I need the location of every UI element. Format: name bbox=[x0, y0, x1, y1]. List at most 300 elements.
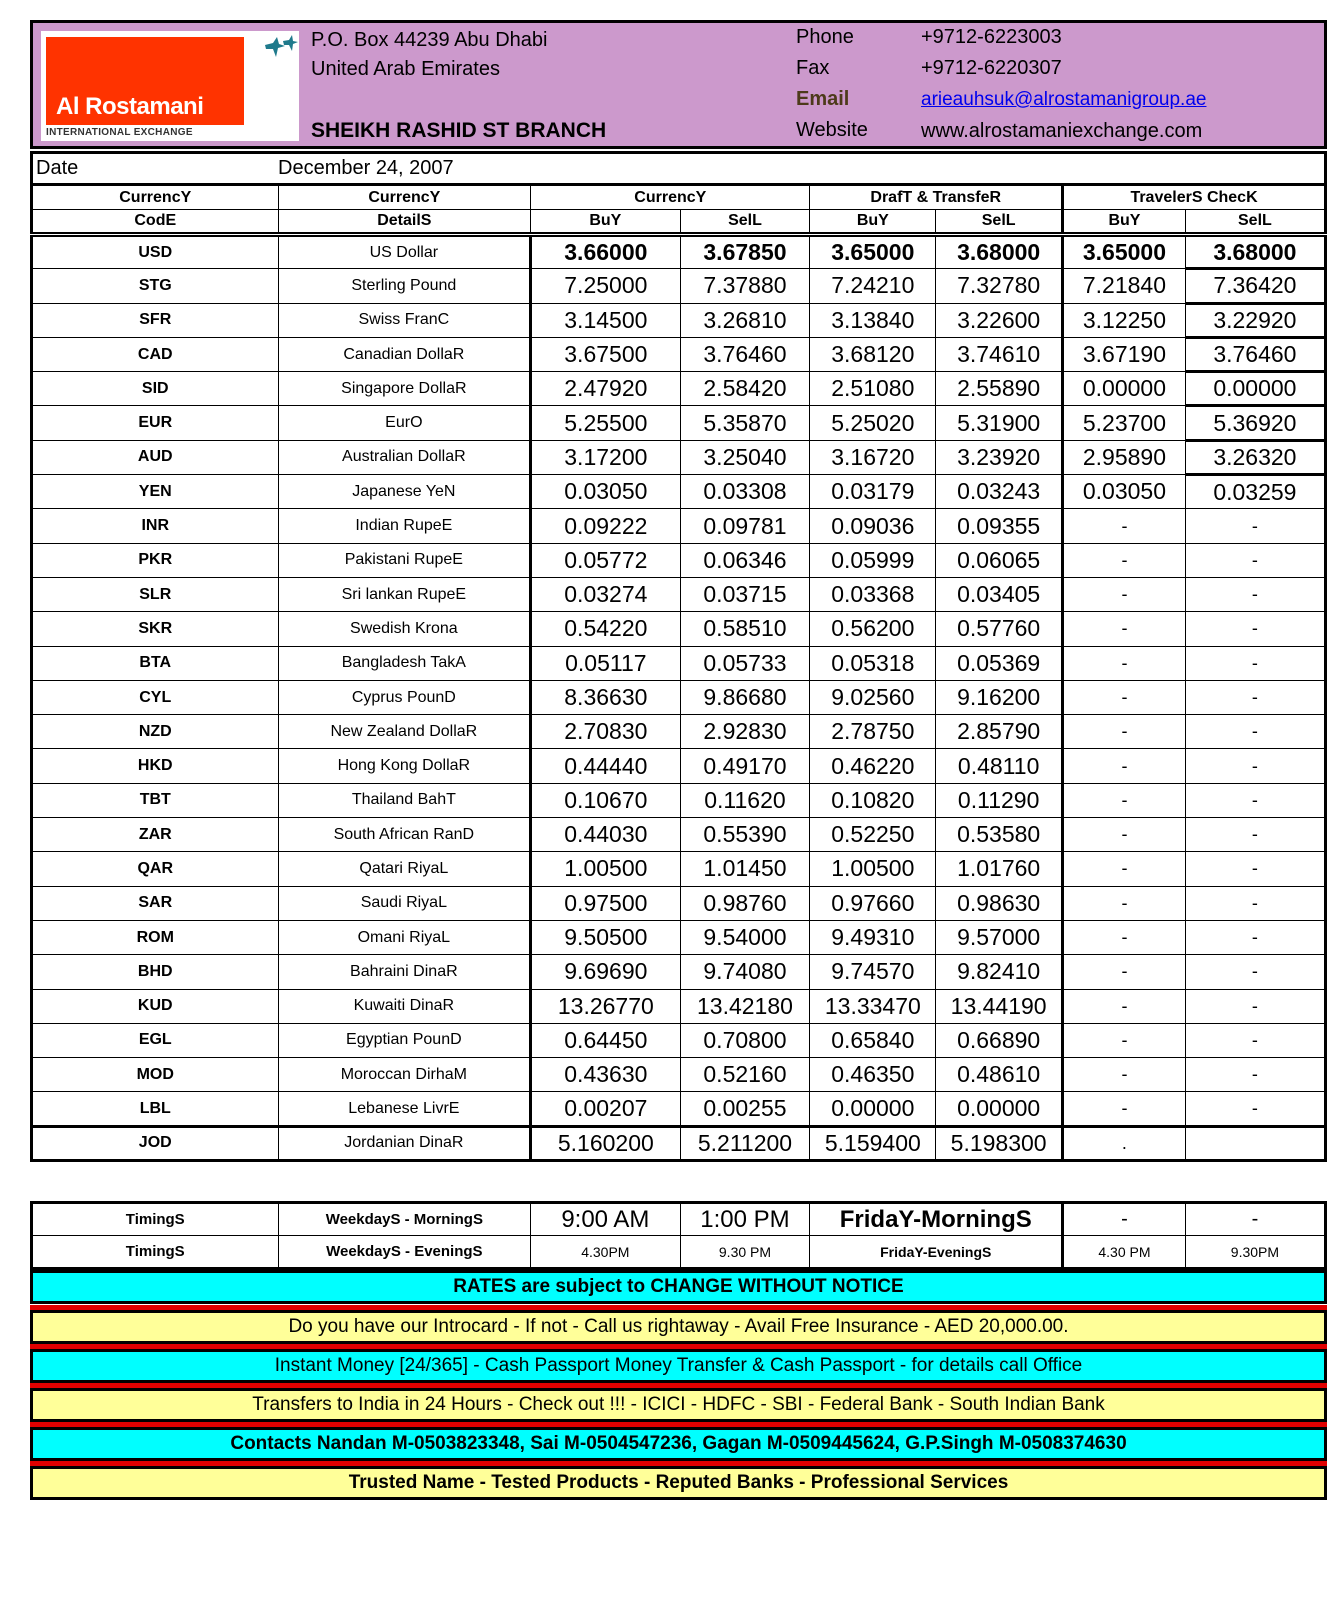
currency-sell: 0.49170 bbox=[680, 749, 810, 783]
currency-buy: 0.03050 bbox=[531, 475, 680, 509]
rate-row-jod bbox=[32, 1126, 1326, 1160]
currency-sell: 5.35870 bbox=[680, 406, 810, 440]
tc-buy: - bbox=[1063, 852, 1186, 886]
rate-row-tbt bbox=[32, 783, 1326, 817]
weekday-morning-close: 1:00 PM bbox=[680, 1203, 810, 1236]
tc-buy: - bbox=[1063, 680, 1186, 714]
currency-buy: 0.64450 bbox=[531, 1023, 680, 1057]
draft-buy: 0.97660 bbox=[810, 886, 936, 920]
fax-label: Fax bbox=[796, 57, 830, 79]
draft-buy: 2.51080 bbox=[810, 372, 936, 406]
tc-buy: - bbox=[1063, 577, 1186, 611]
tc-sell: - bbox=[1185, 715, 1325, 749]
tc-buy: 5.23700 bbox=[1063, 406, 1186, 440]
weekday-morning-open: 9:00 AM bbox=[531, 1203, 680, 1236]
currency-sell: 9.54000 bbox=[680, 920, 810, 954]
currency-code: BTA bbox=[32, 646, 279, 680]
email-label: Email bbox=[796, 88, 850, 110]
currency-code: NZD bbox=[32, 715, 279, 749]
rate-row-slr bbox=[32, 577, 1326, 611]
currency-detail: Egyptian PounD bbox=[278, 1023, 531, 1057]
currency-buy: 0.10670 bbox=[531, 783, 680, 817]
tc-buy: - bbox=[1063, 646, 1186, 680]
rate-row-sfr bbox=[32, 303, 1326, 337]
birds-icon bbox=[263, 35, 299, 63]
rate-row-mod bbox=[32, 1058, 1326, 1092]
currency-code: PKR bbox=[32, 543, 279, 577]
subheader-details: DetailS bbox=[278, 210, 531, 235]
tc-buy: 0.03050 bbox=[1063, 475, 1186, 509]
currency-sell: 13.42180 bbox=[680, 989, 810, 1023]
currency-buy: 0.44030 bbox=[531, 818, 680, 852]
tc-buy: - bbox=[1063, 715, 1186, 749]
currency-sell: 9.74080 bbox=[680, 955, 810, 989]
friday-morning-close: - bbox=[1185, 1203, 1325, 1236]
currency-code: SLR bbox=[32, 577, 279, 611]
draft-sell: 0.98630 bbox=[936, 886, 1063, 920]
tc-buy: - bbox=[1063, 612, 1186, 646]
draft-sell: 1.01760 bbox=[936, 852, 1063, 886]
tc-sell: 3.76460 bbox=[1185, 337, 1325, 371]
currency-code: CYL bbox=[32, 680, 279, 714]
draft-buy: 3.16720 bbox=[810, 440, 936, 474]
currency-buy: 0.03274 bbox=[531, 577, 680, 611]
banner-instant-money: Instant Money [24/365] - Cash Passport Money Transfer & Cash Passport - for details call Office bbox=[30, 1349, 1327, 1383]
draft-sell: 3.23920 bbox=[936, 440, 1063, 474]
currency-sell: 0.70800 bbox=[680, 1023, 810, 1057]
tc-sell: 5.36920 bbox=[1185, 406, 1325, 440]
draft-sell: 0.53580 bbox=[936, 818, 1063, 852]
currency-sell: 2.58420 bbox=[680, 372, 810, 406]
date-label: Date bbox=[36, 157, 79, 179]
group-header-row bbox=[32, 185, 1326, 210]
currency-detail: South African RanD bbox=[278, 818, 531, 852]
draft-buy: 9.49310 bbox=[810, 920, 936, 954]
currency-buy: 0.97500 bbox=[531, 886, 680, 920]
currency-detail: Australian DollaR bbox=[278, 440, 531, 474]
draft-sell: 0.00000 bbox=[936, 1092, 1063, 1126]
logo-name: Al Rostamani bbox=[56, 93, 204, 120]
currency-code: BHD bbox=[32, 955, 279, 989]
currency-code: AUD bbox=[32, 440, 279, 474]
draft-sell: 3.22600 bbox=[936, 303, 1063, 337]
subheader-currency-sell: SelL bbox=[680, 210, 810, 235]
tc-sell: - bbox=[1185, 1023, 1325, 1057]
currency-buy: 2.47920 bbox=[531, 372, 680, 406]
draft-buy: 1.00500 bbox=[810, 852, 936, 886]
rate-row-cyl bbox=[32, 680, 1326, 714]
website-value: www.alrostamaniexchange.com bbox=[921, 120, 1203, 142]
draft-sell: 5.198300 bbox=[936, 1126, 1063, 1160]
currency-buy: 13.26770 bbox=[531, 989, 680, 1023]
tc-sell: - bbox=[1185, 509, 1325, 543]
rates-table bbox=[30, 151, 1327, 1162]
currency-detail: Pakistani RupeE bbox=[278, 543, 531, 577]
currency-detail: Jordanian DinaR bbox=[278, 1126, 531, 1160]
currency-detail: Indian RupeE bbox=[278, 509, 531, 543]
draft-buy: 2.78750 bbox=[810, 715, 936, 749]
timings-morning-row bbox=[32, 1203, 1326, 1236]
timings-label: TimingS bbox=[32, 1203, 279, 1236]
rate-row-qar bbox=[32, 852, 1326, 886]
currency-buy: 0.05772 bbox=[531, 543, 680, 577]
tc-buy: - bbox=[1063, 1058, 1186, 1092]
friday-evening-close: 9.30PM bbox=[1185, 1236, 1325, 1269]
currency-code: ZAR bbox=[32, 818, 279, 852]
subheader-currency-buy: BuY bbox=[531, 210, 680, 235]
weekday-evening-close: 9.30 PM bbox=[680, 1236, 810, 1269]
letterhead bbox=[30, 20, 1327, 149]
currency-buy: 0.43630 bbox=[531, 1058, 680, 1092]
subheader-code: CodE bbox=[32, 210, 279, 235]
website-label: Website bbox=[796, 119, 868, 141]
rate-row-egl bbox=[32, 1023, 1326, 1057]
currency-detail: Sterling Pound bbox=[278, 269, 531, 303]
timings-table bbox=[30, 1201, 1327, 1270]
tc-sell bbox=[1185, 1126, 1325, 1160]
rate-row-skr bbox=[32, 612, 1326, 646]
header-draft-transfer: DrafT & TransfeR bbox=[810, 185, 1063, 210]
currency-buy: 3.17200 bbox=[531, 440, 680, 474]
currency-buy: 1.00500 bbox=[531, 852, 680, 886]
rate-row-yen bbox=[32, 475, 1326, 509]
weekday-evening-open: 4.30PM bbox=[531, 1236, 680, 1269]
fax-value: +9712-6220307 bbox=[921, 57, 1062, 79]
tc-sell: - bbox=[1185, 955, 1325, 989]
header-currency: CurrencY bbox=[531, 185, 810, 210]
draft-sell: 0.06065 bbox=[936, 543, 1063, 577]
tc-sell: - bbox=[1185, 920, 1325, 954]
draft-sell: 9.82410 bbox=[936, 955, 1063, 989]
rate-row-pkr bbox=[32, 543, 1326, 577]
weekday-morning-label: WeekdayS - MorningS bbox=[278, 1203, 531, 1236]
currency-sell: 2.92830 bbox=[680, 715, 810, 749]
draft-buy: 0.05318 bbox=[810, 646, 936, 680]
currency-detail: Omani RiyaL bbox=[278, 920, 531, 954]
draft-sell: 0.57760 bbox=[936, 612, 1063, 646]
draft-buy: 0.65840 bbox=[810, 1023, 936, 1057]
tc-sell: 0.03259 bbox=[1185, 475, 1325, 509]
draft-buy: 9.74570 bbox=[810, 955, 936, 989]
currency-sell: 0.52160 bbox=[680, 1058, 810, 1092]
currency-code: SID bbox=[32, 372, 279, 406]
rate-row-kud bbox=[32, 989, 1326, 1023]
draft-buy: 0.46220 bbox=[810, 749, 936, 783]
friday-morning-label: FridaY-MorningS bbox=[810, 1203, 1063, 1236]
currency-detail: US Dollar bbox=[278, 235, 531, 269]
currency-detail: EurO bbox=[278, 406, 531, 440]
currency-detail: Bahraini DinaR bbox=[278, 955, 531, 989]
draft-sell: 9.57000 bbox=[936, 920, 1063, 954]
tc-buy: - bbox=[1063, 1023, 1186, 1057]
tc-buy: 0.00000 bbox=[1063, 372, 1186, 406]
draft-buy: 7.24210 bbox=[810, 269, 936, 303]
rate-row-bta bbox=[32, 646, 1326, 680]
friday-morning-open: - bbox=[1063, 1203, 1186, 1236]
currency-sell: 3.67850 bbox=[680, 235, 810, 269]
draft-buy: 0.00000 bbox=[810, 1092, 936, 1126]
currency-code: SFR bbox=[32, 303, 279, 337]
timings-evening-row bbox=[32, 1236, 1326, 1269]
rate-row-stg bbox=[32, 269, 1326, 303]
tc-sell: - bbox=[1185, 577, 1325, 611]
draft-sell: 7.32780 bbox=[936, 269, 1063, 303]
rate-row-sar bbox=[32, 886, 1326, 920]
tc-sell: - bbox=[1185, 543, 1325, 577]
draft-sell: 0.66890 bbox=[936, 1023, 1063, 1057]
header-currency-code: CurrencY bbox=[32, 185, 279, 210]
currency-buy: 7.25000 bbox=[531, 269, 680, 303]
logo bbox=[41, 31, 299, 141]
phone-value: +9712-6223003 bbox=[921, 26, 1062, 48]
draft-sell: 2.55890 bbox=[936, 372, 1063, 406]
currency-buy: 3.67500 bbox=[531, 337, 680, 371]
currency-detail: Qatari RiyaL bbox=[278, 852, 531, 886]
currency-buy: 5.25500 bbox=[531, 406, 680, 440]
tc-buy: 3.67190 bbox=[1063, 337, 1186, 371]
currency-code: LBL bbox=[32, 1092, 279, 1126]
draft-buy: 0.10820 bbox=[810, 783, 936, 817]
currency-detail: Cyprus PounD bbox=[278, 680, 531, 714]
tc-buy: 7.21840 bbox=[1063, 269, 1186, 303]
currency-sell: 0.09781 bbox=[680, 509, 810, 543]
tc-sell: 0.00000 bbox=[1185, 372, 1325, 406]
draft-buy: 3.68120 bbox=[810, 337, 936, 371]
currency-detail: Canadian DollaR bbox=[278, 337, 531, 371]
rate-row-inr bbox=[32, 509, 1326, 543]
draft-buy: 5.25020 bbox=[810, 406, 936, 440]
currency-buy: 3.14500 bbox=[531, 303, 680, 337]
currency-sell: 9.86680 bbox=[680, 680, 810, 714]
rate-row-sid bbox=[32, 372, 1326, 406]
rate-row-usd bbox=[32, 235, 1326, 269]
tc-sell: - bbox=[1185, 612, 1325, 646]
currency-sell: 3.26810 bbox=[680, 303, 810, 337]
currency-detail: Bangladesh TakA bbox=[278, 646, 531, 680]
tc-buy: 3.12250 bbox=[1063, 303, 1186, 337]
banner-india-transfers: Transfers to India in 24 Hours - Check out !!! - ICICI - HDFC - SBI - Federal Bank - South Indian Bank bbox=[30, 1388, 1327, 1422]
currency-buy: 5.160200 bbox=[531, 1126, 680, 1160]
draft-buy: 13.33470 bbox=[810, 989, 936, 1023]
currency-sell: 0.11620 bbox=[680, 783, 810, 817]
currency-code: CAD bbox=[32, 337, 279, 371]
tc-sell: - bbox=[1185, 989, 1325, 1023]
tc-sell: - bbox=[1185, 1058, 1325, 1092]
banner-introcard: Do you have our Introcard - If not - Call us rightaway - Avail Free Insurance - AED 20,000.00. bbox=[30, 1310, 1327, 1344]
draft-buy: 0.03368 bbox=[810, 577, 936, 611]
currency-code: MOD bbox=[32, 1058, 279, 1092]
branch-name: SHEIKH RASHID ST BRANCH bbox=[311, 119, 607, 142]
email-link[interactable]: arieauhsuk@alrostamanigroup.ae bbox=[921, 89, 1207, 110]
currency-detail: Swedish Krona bbox=[278, 612, 531, 646]
currency-code: SAR bbox=[32, 886, 279, 920]
currency-buy: 2.70830 bbox=[531, 715, 680, 749]
tc-buy: - bbox=[1063, 543, 1186, 577]
logo-red-block bbox=[46, 37, 244, 125]
header-travelers-check: TravelerS ChecK bbox=[1063, 185, 1326, 210]
draft-sell: 3.74610 bbox=[936, 337, 1063, 371]
date-row bbox=[32, 153, 1326, 185]
currency-detail: Japanese YeN bbox=[278, 475, 531, 509]
currency-buy: 0.00207 bbox=[531, 1092, 680, 1126]
subheader-draft-sell: SelL bbox=[936, 210, 1063, 235]
weekday-evening-label: WeekdayS - EveningS bbox=[278, 1236, 531, 1269]
subheader-draft-buy: BuY bbox=[810, 210, 936, 235]
phone-label: Phone bbox=[796, 26, 854, 48]
banner-contacts: Contacts Nandan M-0503823348, Sai M-0504547236, Gagan M-0509445624, G.P.Singh M-0508374630 bbox=[30, 1427, 1327, 1461]
tc-buy: - bbox=[1063, 920, 1186, 954]
currency-buy: 0.05117 bbox=[531, 646, 680, 680]
header-currency-details: CurrencY bbox=[278, 185, 531, 210]
rate-row-zar bbox=[32, 818, 1326, 852]
draft-sell: 9.16200 bbox=[936, 680, 1063, 714]
rate-row-rom bbox=[32, 920, 1326, 954]
friday-evening-open: 4.30 PM bbox=[1063, 1236, 1186, 1269]
currency-code: INR bbox=[32, 509, 279, 543]
address-line-1: P.O. Box 44239 Abu Dhabi bbox=[311, 29, 548, 51]
currency-buy: 8.36630 bbox=[531, 680, 680, 714]
currency-code: YEN bbox=[32, 475, 279, 509]
tc-sell: - bbox=[1185, 680, 1325, 714]
draft-sell: 2.85790 bbox=[936, 715, 1063, 749]
currency-detail: Swiss FranC bbox=[278, 303, 531, 337]
draft-buy: 0.09036 bbox=[810, 509, 936, 543]
currency-buy: 0.44440 bbox=[531, 749, 680, 783]
currency-sell: 7.37880 bbox=[680, 269, 810, 303]
draft-sell: 0.03243 bbox=[936, 475, 1063, 509]
tc-buy: 2.95890 bbox=[1063, 440, 1186, 474]
tc-buy: - bbox=[1063, 749, 1186, 783]
draft-sell: 0.09355 bbox=[936, 509, 1063, 543]
friday-evening-label: FridaY-EveningS bbox=[810, 1236, 1063, 1269]
currency-detail: Lebanese LivrE bbox=[278, 1092, 531, 1126]
draft-sell: 13.44190 bbox=[936, 989, 1063, 1023]
subheader-tc-buy: BuY bbox=[1063, 210, 1186, 235]
tc-sell: - bbox=[1185, 783, 1325, 817]
draft-sell: 0.03405 bbox=[936, 577, 1063, 611]
currency-code: SKR bbox=[32, 612, 279, 646]
currency-code: JOD bbox=[32, 1126, 279, 1160]
tc-sell: - bbox=[1185, 1092, 1325, 1126]
tc-buy: - bbox=[1063, 955, 1186, 989]
tc-sell: - bbox=[1185, 886, 1325, 920]
currency-sell: 5.211200 bbox=[680, 1126, 810, 1160]
banner-tagline: Trusted Name - Tested Products - Reputed Banks - Professional Services bbox=[30, 1466, 1327, 1500]
rate-row-bhd bbox=[32, 955, 1326, 989]
timings-label: TimingS bbox=[32, 1236, 279, 1269]
currency-sell: 1.01450 bbox=[680, 852, 810, 886]
draft-buy: 5.159400 bbox=[810, 1126, 936, 1160]
draft-buy: 0.03179 bbox=[810, 475, 936, 509]
draft-buy: 3.13840 bbox=[810, 303, 936, 337]
rate-row-hkd bbox=[32, 749, 1326, 783]
currency-sell: 0.58510 bbox=[680, 612, 810, 646]
currency-sell: 0.05733 bbox=[680, 646, 810, 680]
rate-row-cad bbox=[32, 337, 1326, 371]
tc-buy: - bbox=[1063, 509, 1186, 543]
tc-sell: 3.68000 bbox=[1185, 235, 1325, 269]
tc-buy: - bbox=[1063, 989, 1186, 1023]
date-value: December 24, 2007 bbox=[278, 157, 454, 179]
rate-row-aud bbox=[32, 440, 1326, 474]
draft-sell: 0.05369 bbox=[936, 646, 1063, 680]
draft-sell: 0.11290 bbox=[936, 783, 1063, 817]
currency-buy: 3.66000 bbox=[531, 235, 680, 269]
draft-buy: 3.65000 bbox=[810, 235, 936, 269]
address-line-2: United Arab Emirates bbox=[311, 58, 500, 80]
currency-sell: 3.25040 bbox=[680, 440, 810, 474]
logo-subtitle: INTERNATIONAL EXCHANGE bbox=[46, 127, 193, 138]
banner-rates-notice: RATES are subject to CHANGE WITHOUT NOTICE bbox=[30, 1270, 1327, 1304]
tc-sell: - bbox=[1185, 749, 1325, 783]
tc-buy: - bbox=[1063, 783, 1186, 817]
currency-buy: 0.54220 bbox=[531, 612, 680, 646]
currency-detail: Sri lankan RupeE bbox=[278, 577, 531, 611]
draft-buy: 0.52250 bbox=[810, 818, 936, 852]
currency-sell: 0.55390 bbox=[680, 818, 810, 852]
currency-detail: Saudi RiyaL bbox=[278, 886, 531, 920]
draft-sell: 0.48610 bbox=[936, 1058, 1063, 1092]
currency-buy: 0.09222 bbox=[531, 509, 680, 543]
tc-buy: - bbox=[1063, 1092, 1186, 1126]
subheader-tc-sell: SelL bbox=[1185, 210, 1325, 235]
draft-sell: 3.68000 bbox=[936, 235, 1063, 269]
tc-buy: . bbox=[1063, 1126, 1186, 1160]
currency-sell: 3.76460 bbox=[680, 337, 810, 371]
currency-code: EGL bbox=[32, 1023, 279, 1057]
currency-detail: New Zealand DollaR bbox=[278, 715, 531, 749]
draft-buy: 0.46350 bbox=[810, 1058, 936, 1092]
currency-code: ROM bbox=[32, 920, 279, 954]
currency-sell: 0.03715 bbox=[680, 577, 810, 611]
currency-sell: 0.00255 bbox=[680, 1092, 810, 1126]
tc-buy: - bbox=[1063, 886, 1186, 920]
currency-code: HKD bbox=[32, 749, 279, 783]
tc-sell: 3.22920 bbox=[1185, 303, 1325, 337]
tc-sell: - bbox=[1185, 852, 1325, 886]
currency-detail: Thailand BahT bbox=[278, 783, 531, 817]
currency-buy: 9.50500 bbox=[531, 920, 680, 954]
tc-sell: 7.36420 bbox=[1185, 269, 1325, 303]
draft-buy: 9.02560 bbox=[810, 680, 936, 714]
currency-sell: 0.03308 bbox=[680, 475, 810, 509]
rate-row-lbl bbox=[32, 1092, 1326, 1126]
currency-code: TBT bbox=[32, 783, 279, 817]
sub-header-row bbox=[32, 210, 1326, 235]
draft-sell: 5.31900 bbox=[936, 406, 1063, 440]
draft-buy: 0.05999 bbox=[810, 543, 936, 577]
draft-sell: 0.48110 bbox=[936, 749, 1063, 783]
rate-row-eur bbox=[32, 406, 1326, 440]
tc-sell: - bbox=[1185, 646, 1325, 680]
tc-sell: 3.26320 bbox=[1185, 440, 1325, 474]
currency-code: USD bbox=[32, 235, 279, 269]
currency-detail: Kuwaiti DinaR bbox=[278, 989, 531, 1023]
currency-detail: Singapore DollaR bbox=[278, 372, 531, 406]
currency-code: QAR bbox=[32, 852, 279, 886]
tc-sell: - bbox=[1185, 818, 1325, 852]
currency-code: STG bbox=[32, 269, 279, 303]
currency-code: KUD bbox=[32, 989, 279, 1023]
currency-sell: 0.98760 bbox=[680, 886, 810, 920]
tc-buy: 3.65000 bbox=[1063, 235, 1186, 269]
currency-buy: 9.69690 bbox=[531, 955, 680, 989]
currency-code: EUR bbox=[32, 406, 279, 440]
currency-detail: Moroccan DirhaM bbox=[278, 1058, 531, 1092]
draft-buy: 0.56200 bbox=[810, 612, 936, 646]
tc-buy: - bbox=[1063, 818, 1186, 852]
currency-sell: 0.06346 bbox=[680, 543, 810, 577]
